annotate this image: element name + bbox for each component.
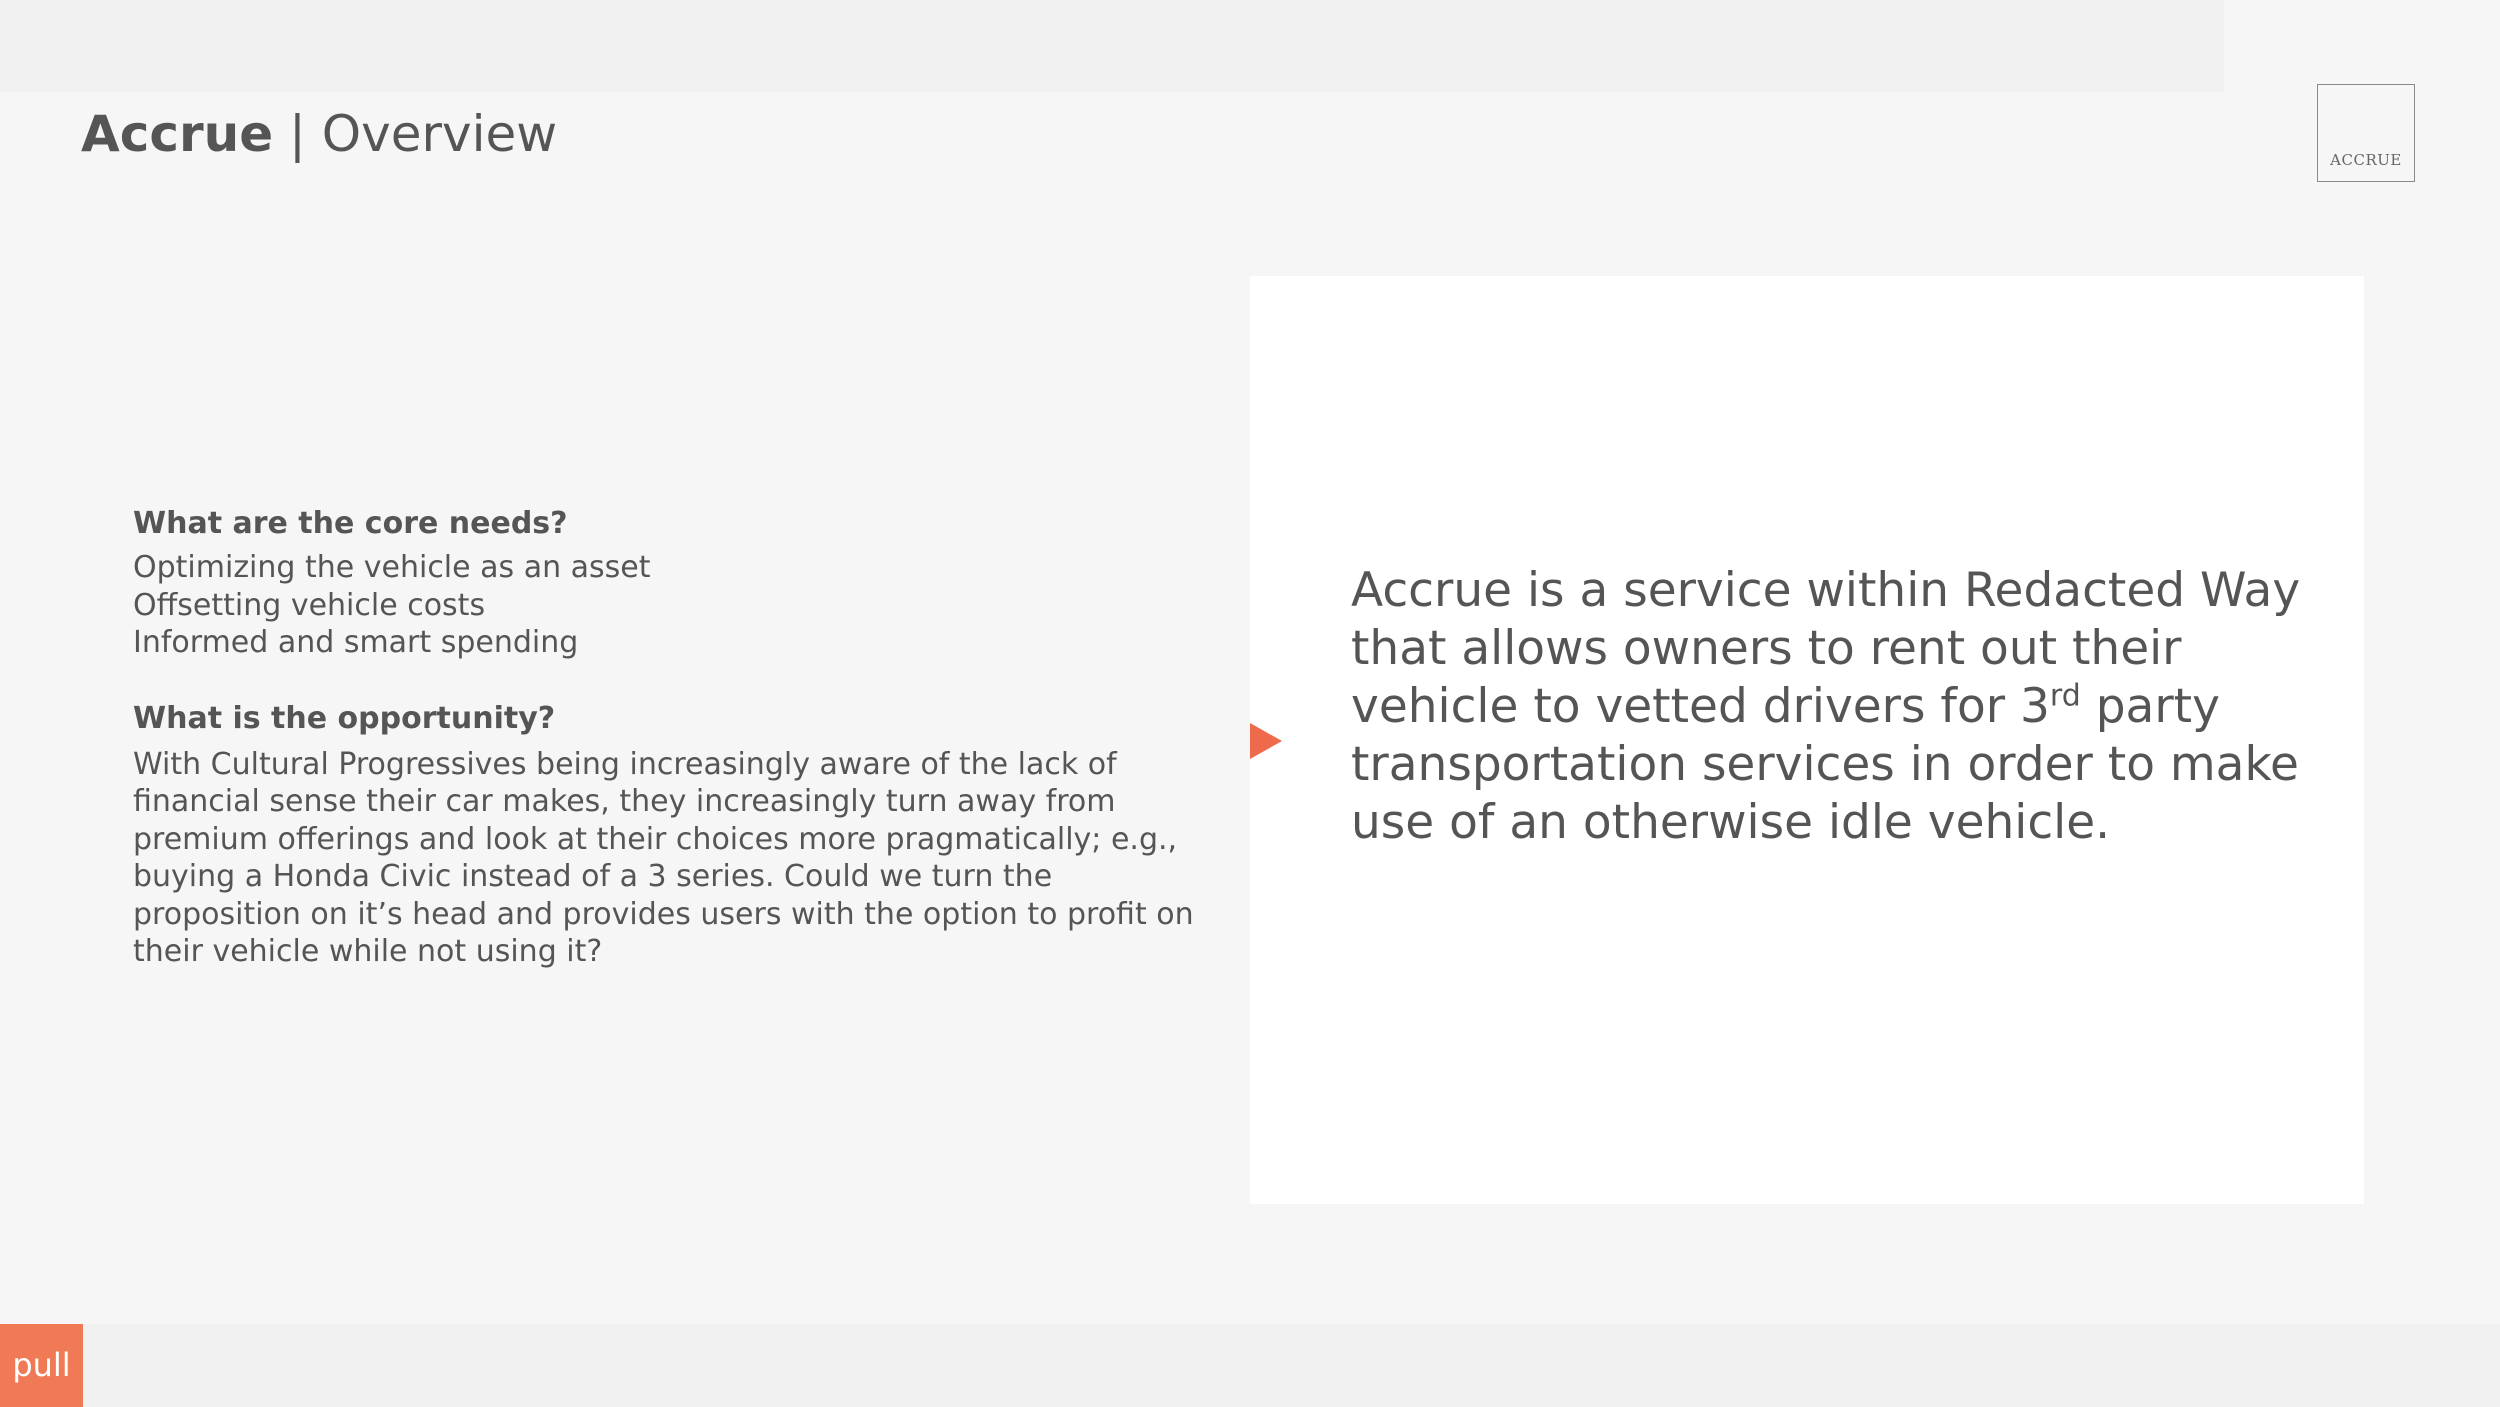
- summary-callout-text: [1351, 562, 2311, 852]
- pull-logo-text: pull: [12, 1346, 71, 1384]
- opportunity-heading: What is the opportunity?: [133, 700, 556, 736]
- page-title: [81, 104, 557, 164]
- opportunity-paragraph: With Cultural Progressives being increasingly aware of the lack of financial sense their car makes, they increasingly turn away from premium offerings and look at their choices more pragmatically; e.g., buying a Honda Civic instead of a 3 series. Could we turn the proposition on it’s head and provides users with the option to profit on their vehicle while not using it?: [133, 746, 1194, 969]
- page-title-brand: Accrue: [81, 105, 274, 163]
- callout-pointer-arrow-icon: [1250, 723, 1282, 759]
- summary-callout: [1250, 276, 2364, 1204]
- core-needs-heading: What are the core needs?: [133, 506, 568, 541]
- pull-logo: [0, 1324, 83, 1407]
- callout-text-end: party transportation services in order to make use of an otherwise idle vehicle.: [1351, 679, 2299, 850]
- bottom-band: [0, 1324, 2500, 1407]
- page-title-separator: |: [273, 105, 322, 163]
- core-needs-list: [133, 549, 1213, 662]
- page-title-section: Overview: [321, 105, 558, 163]
- content-left-column: [133, 503, 1213, 971]
- accrue-logo-text: ACCRUE: [2330, 151, 2402, 169]
- core-needs-item: Optimizing the vehicle as an asset: [133, 550, 651, 585]
- accrue-logo: [2317, 84, 2415, 182]
- callout-text-start: Accrue is a service within Redacted Way that allows owners to rent out their vehicle to vetted drivers for 3: [1351, 563, 2301, 734]
- callout-ordinal-suffix: rd: [2049, 678, 2081, 714]
- core-needs-item: Offsetting vehicle costs: [133, 587, 486, 623]
- core-needs-item: Informed and smart spending: [133, 625, 579, 660]
- top-band: [0, 0, 2224, 92]
